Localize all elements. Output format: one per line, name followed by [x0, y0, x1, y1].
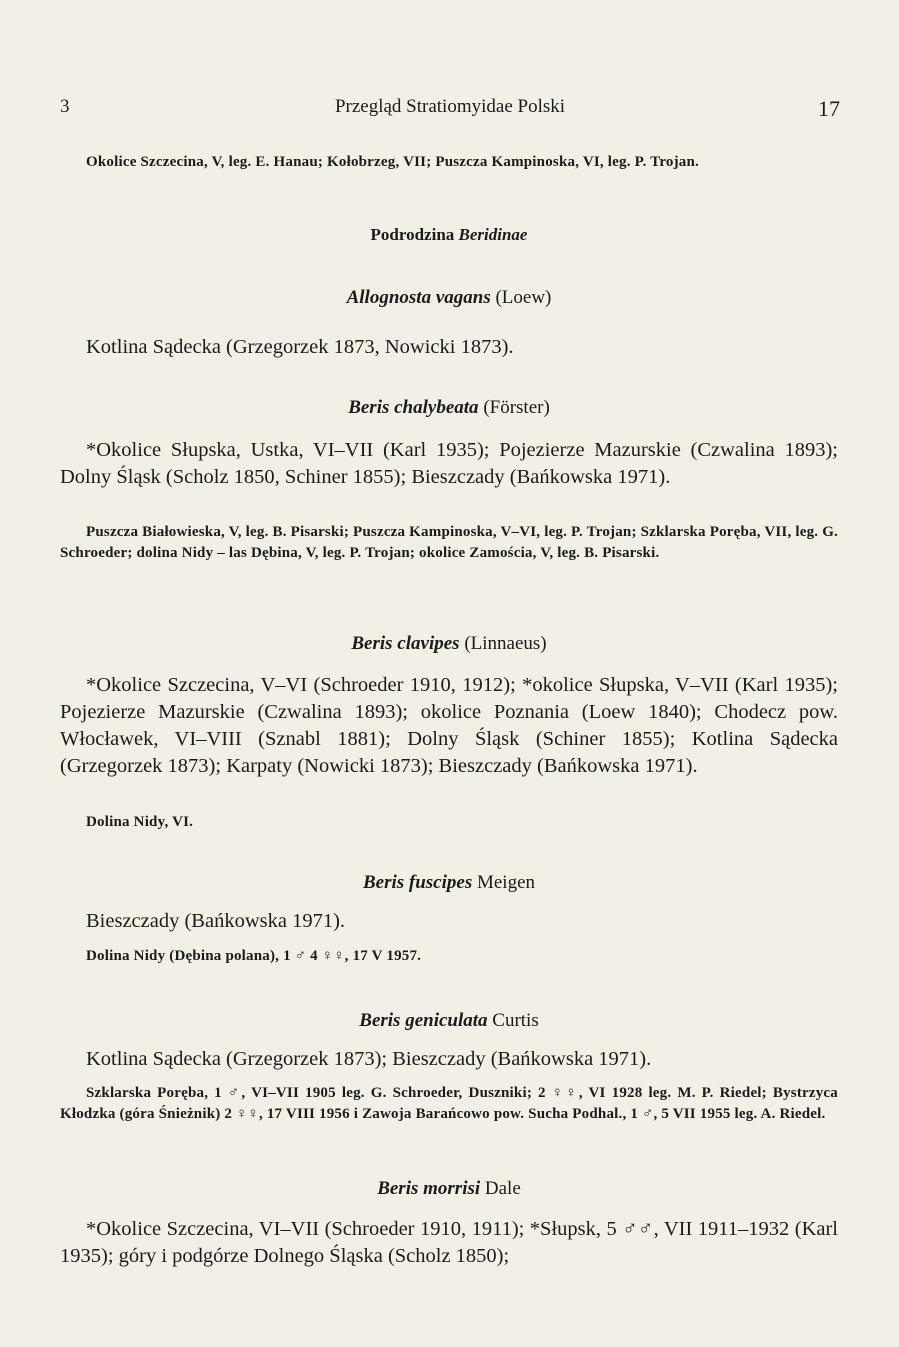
species-heading	[60, 397, 838, 419]
species-name: Beris morrisi	[377, 1178, 481, 1199]
species-heading	[60, 1010, 838, 1032]
distribution-text: Kotlina Sądecka (Grzegorzek 1873, Nowicki 1873).	[86, 336, 514, 358]
species-name: Allognosta vagans	[346, 287, 491, 308]
locality-note: Szklarska Poręba, 1 ♂, VI–VII 1905 leg. G. Schroeder, Duszniki; 2 ♀♀, VI 1928 leg. M. P. Riedel; Bystrzyca Kłodzka (góra Śnieżnik) 2 ♀♀, 17 VIII 1956 i Zawoja Barańcowo pow. Sucha Podhal., 1 ♂, 5 VII 1955 leg. A. Riedel.	[60, 1085, 838, 1122]
page-number: 17	[818, 96, 840, 121]
subfamily-name: Beridinae	[458, 225, 528, 244]
species-heading	[60, 872, 838, 894]
distribution-text: *Okolice Szczecina, VI–VII (Schroeder 1910, 1911); *Słupsk, 5 ♂♂, VII 1911–1932 (Karl 1935); góry i podgórze Dolnego Śląska (Scholz 1850);	[60, 1218, 838, 1267]
locality-note: Dolina Nidy (Dębina polana), 1 ♂ 4 ♀♀, 17 V 1957.	[86, 948, 422, 964]
species-author: (Loew)	[495, 287, 552, 308]
species-name: Beris clavipes	[351, 633, 460, 654]
running-header	[60, 96, 840, 126]
species-author: Meigen	[476, 872, 536, 893]
distribution-text: Bieszczady (Bańkowska 1971).	[86, 910, 346, 932]
subfamily-label: Podrodzina	[370, 225, 455, 244]
species-author: Curtis	[492, 1010, 539, 1031]
species-author: Dale	[484, 1178, 521, 1199]
species-author: (Förster)	[483, 397, 550, 418]
locality-note: Puszcza Białowieska, V, leg. B. Pisarski; Puszcza Kampinoska, V–VI, leg. P. Trojan; Szklarska Poręba, VII, leg. G. Schroeder; dolina Nidy – las Dębina, V, leg. P. Trojan; okolice Zamościa, V, leg. B. Pisarski.	[60, 524, 839, 561]
species-name: Beris fuscipes	[362, 872, 473, 893]
species-heading	[60, 633, 838, 655]
distribution-text: *Okolice Słupska, Ustka, VI–VII (Karl 1935); Pojezierze Mazurskie (Czwalina 1893); Dolny Śląsk (Scholz 1850, Schiner 1855); Bieszczady (Bańkowska 1971).	[60, 439, 838, 488]
species-name: Beris geniculata	[359, 1010, 488, 1031]
running-title: Przegląd Stratiomyidae Polski	[334, 96, 566, 117]
species-name: Beris chalybeata	[348, 397, 479, 418]
locality-note: Okolice Szczecina, V, leg. E. Hanau; Kołobrzeg, VII; Puszcza Kampinoska, VI, leg. P. Trojan.	[86, 154, 700, 170]
species-heading	[60, 287, 838, 309]
species-author: (Linnaeus)	[464, 633, 547, 654]
distribution-text: *Okolice Szczecina, V–VI (Schroeder 1910, 1912); *okolice Słupska, V–VII (Karl 1935); Pojezierze Mazurskie (Czwalina 1893); okolice Poznania (Loew 1840); Chodecz pow. Włocławek, VI–VIII (Sznabl 1881); Dolny Śląsk (Schiner 1855); Kotlina Sądecka (Grzegorzek 1873); Karpaty (Nowicki 1873); Bieszczady (Bańkowska 1971).	[60, 674, 838, 777]
issue-number: 3	[60, 96, 70, 117]
distribution-text: Kotlina Sądecka (Grzegorzek 1873); Bieszczady (Bańkowska 1971).	[86, 1048, 652, 1070]
species-heading	[60, 1178, 838, 1200]
subfamily-heading	[60, 225, 838, 245]
locality-note: Dolina Nidy, VI.	[86, 814, 194, 830]
